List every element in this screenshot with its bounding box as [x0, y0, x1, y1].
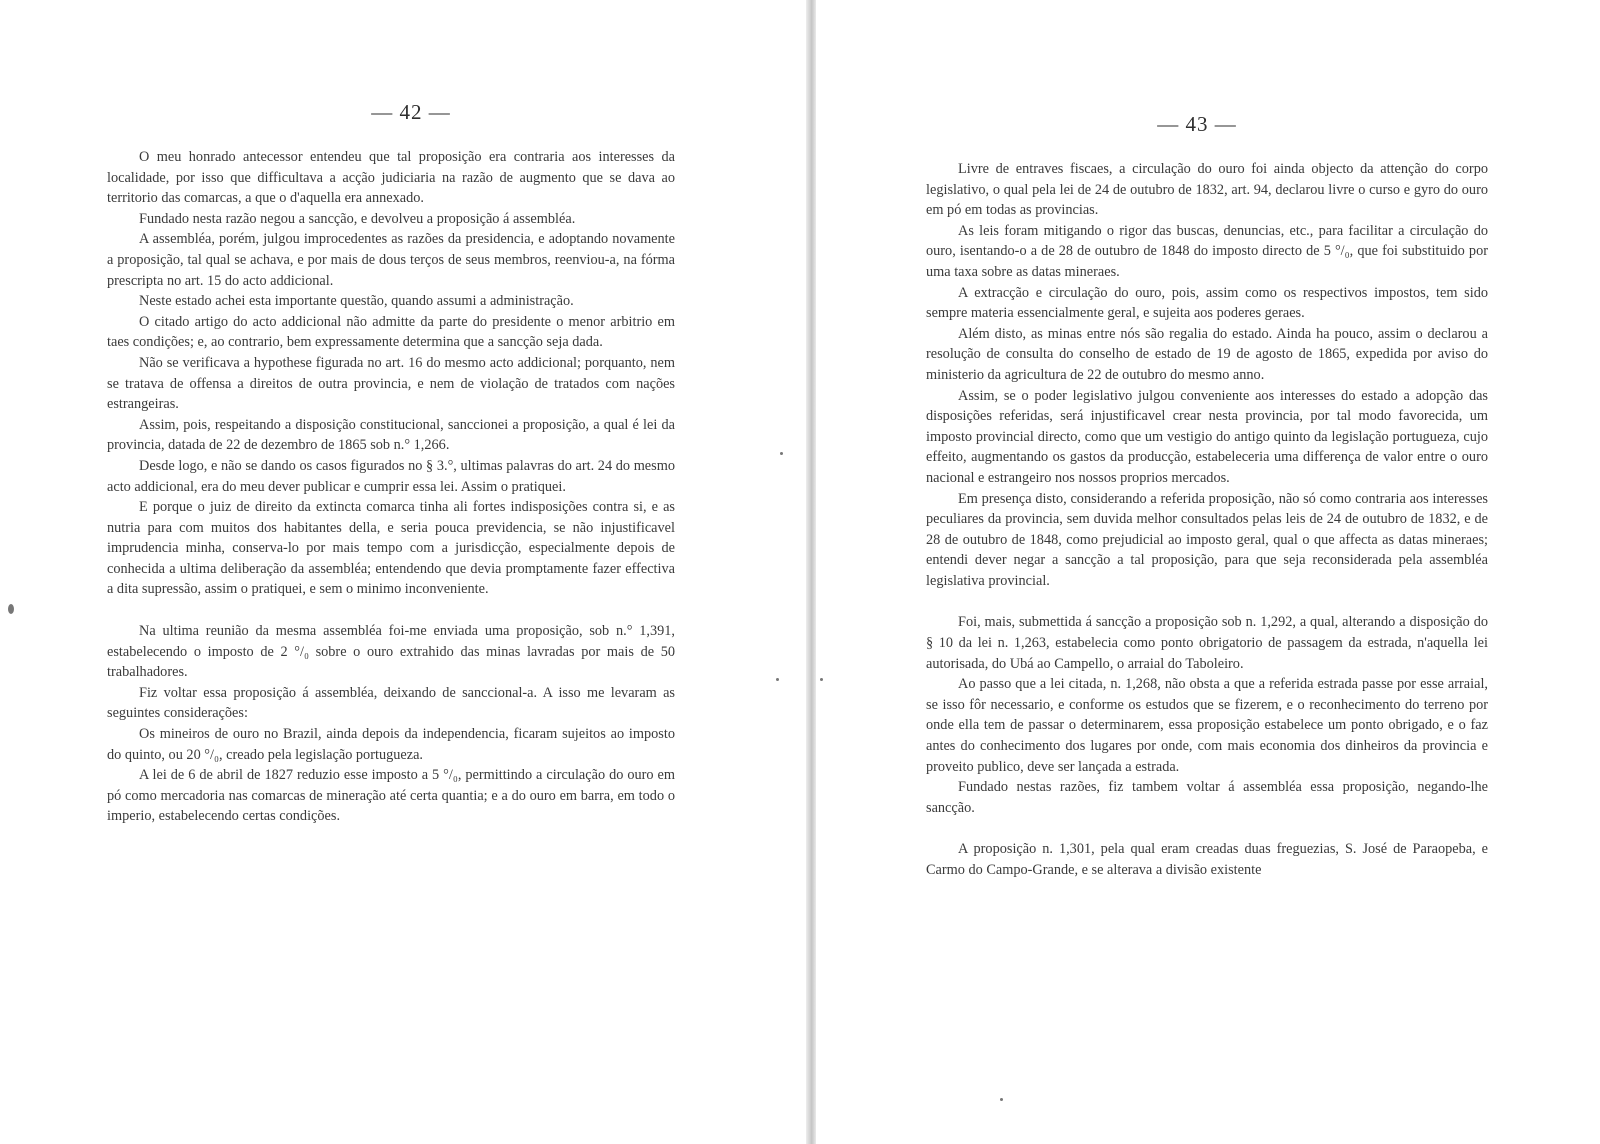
paragraph: Fiz voltar essa proposição á assembléa, deixando de sanccional-a. A isso me levaram as seguintes considerações: — [107, 684, 675, 722]
paragraph: Em presença disto, considerando a referida proposição, não só como contraria aos interesses peculiares da provincia, sem duvida melhor consultados pelas leis de 24 de outubro de 1832, e de 28 de outubro de 1848, como prejudicial ao imposto geral, qual o que affecta as datas mineraes; entendi dever negar a sancção a tal proposição, para que seja reconsiderada pela assembléa legislativa provincial. — [926, 490, 1488, 589]
page-number: — 42 — — [371, 100, 451, 124]
paragraph: O meu honrado antecessor entendeu que tal proposição era contraria aos interesses da localidade, por isso que difficultava a acção judiciaria na razão de augmento que se dava ao territorio das comarcas, a que o d'aquella era annexado. — [107, 149, 675, 207]
margin-speck — [780, 452, 783, 455]
paragraph: Fundado nesta razão negou a sancção, e devolveu a proposição á assembléa. — [139, 210, 576, 227]
paragraph: Foi, mais, submettida á sancção a proposição sob n. 1,292, a qual, alterando a disposição do § 10 da lei n. 1,263, estabelecia como ponto obrigatorio de passagem da estrada, n'aquella lei autorisada, do Ubá ao Campello, o arraial do Taboleiro. — [926, 614, 1488, 672]
paragraph: Na ultima reunião da mesma assembléa foi-me enviada uma proposição, sob n.° 1,391, estabelecendo o imposto de 2 °/₀ sobre o ouro extrahido das minas lavradas por mais de 50 trabalhadores. — [107, 623, 675, 681]
paragraph: A proposição n. 1,301, pela qual eram creadas duas freguezias, S. José de Paraopeba, e Carmo do Campo-Grande, e se alterava a divisão existente — [926, 841, 1488, 878]
book-gutter — [806, 0, 816, 1144]
paragraph: Assim, se o poder legislativo julgou conveniente aos interesses do estado a adopção das disposições referidas, será injustificavel crear nesta provincia, por tal modo favorecida, um imposto provincial directo, como que um vestigio do antigo quinto da legislação portugueza, cujo effeito, augmentando os gastos da producção, estabeleceria uma differença de valor entre o ouro nacional e estrangeiro nos nossos proprios mercados. — [926, 387, 1488, 486]
paragraph: Neste estado achei esta importante questão, quando assumi a administração. — [139, 293, 574, 310]
left-page — [107, 100, 675, 827]
paragraph: Assim, pois, respeitando a disposição constitucional, sanccionei a proposição, a qual é lei da provincia, datada de 22 de dezembro de 1865 sob n.° 1,266. — [107, 416, 675, 454]
page-number: — 43 — — [1157, 112, 1237, 136]
paragraph: Ao passo que a lei citada, n. 1,268, não obsta a que a referida estrada passe por esse arraial, se isso fôr necessario, e conforme os estudos que se fizerem, e o reconhecimento do terreno por onde ella tem de passar o determinarem, essa proposição estabelece um ponto obrigado, e o faz antes do conhecimento dos lugares por onde, com mais economia dos dinheiros da provincia e proveito publico, deve ser lançada a estrada. — [926, 676, 1488, 775]
paragraph: Desde logo, e não se dando os casos figurados no § 3.°, ultimas palavras do art. 24 do mesmo acto addicional, era do meu dever publicar e cumprir essa lei. Assim o pratiquei. — [107, 457, 675, 495]
section-gap — [926, 818, 1488, 839]
paragraph: E porque o juiz de direito da extincta comarca tinha ali fortes indisposições contra si, e as nutria para com muitos dos habitantes della, e seria pouca previdencia, se não injustificavel imprudencia minha, conserva-lo por mais tempo com a jurisdicção, especialmente depois de conhecida a ultima deliberação da assembléa; entendendo que devia promptamente fazer effectiva a dita supressão, assim o pratiquei, e sem o minimo inconveniente. — [107, 499, 675, 598]
margin-speck — [820, 678, 823, 681]
paragraph: O citado artigo do acto addicional não admitte da parte do presidente o menor arbitrio em taes condições; e, ao contrario, bem expressamente determina que a sancção seja dada. — [107, 313, 675, 351]
paragraph: As leis foram mitigando o rigor das buscas, denuncias, etc., para facilitar a circulação do ouro, isentando-o a de 28 de outubro de 1848 do imposto directo de 5 °/₀, que foi substituido por uma taxa sobre as datas mineraes. — [926, 222, 1488, 280]
paragraph: Livre de entraves fiscaes, a circulação do ouro foi ainda objecto da attenção do corpo legislativo, o qual pela lei de 24 de outubro de 1832, art. 94, declarou livre o curso e gyro do ouro em pó em todas as provincias. — [926, 161, 1488, 219]
paragraph: Além disto, as minas entre nós são regalia do estado. Ainda ha pouco, assim o declarou a resolução de consulta do conselho de estado de 19 de agosto de 1865, expedida por aviso do ministerio da agricultura de 22 de outubro do mesmo anno. — [926, 325, 1488, 383]
paragraph: A lei de 6 de abril de 1827 reduzio esse imposto a 5 °/₀, permittindo a circulação do ouro em pó como mercadoria nas comarcas de mineração até certa quantia; e a do ouro em barra, em todo o imperio, estabelecendo certas condições. — [107, 767, 675, 825]
margin-speck — [776, 678, 779, 681]
section-gap — [107, 600, 675, 621]
paragraph: Não se verificava a hypothese figurada no art. 16 do mesmo acto addicional; porquanto, nem se tratava de offensa a direitos de outra provincia, e nem de violação de tratados com nações estrangeiras. — [107, 354, 675, 413]
right-page — [926, 112, 1488, 881]
paragraph: A extracção e circulação do ouro, pois, assim como os respectivos impostos, tem sido sempre materia essencialmente geral, e sujeita aos poderes geraes. — [926, 284, 1488, 322]
section-gap — [926, 591, 1488, 612]
paragraph: Fundado nestas razões, fiz tambem voltar á assembléa essa proposição, negando-lhe sancção. — [926, 779, 1488, 816]
margin-speck — [8, 604, 14, 614]
paragraph: A assembléa, porém, julgou improcedentes as razões da presidencia, e adoptando novamente a proposição, tal qual se achava, e por mais de dous terços de seus membros, reenviou-a, na fórma prescripta no art. 15 do acto addicional. — [107, 231, 675, 289]
margin-speck — [1000, 1098, 1003, 1101]
paragraph: Os mineiros de ouro no Brazil, ainda depois da independencia, ficaram sujeitos ao imposto do quinto, ou 20 °/₀, creado pela legislação portugueza. — [107, 726, 675, 763]
